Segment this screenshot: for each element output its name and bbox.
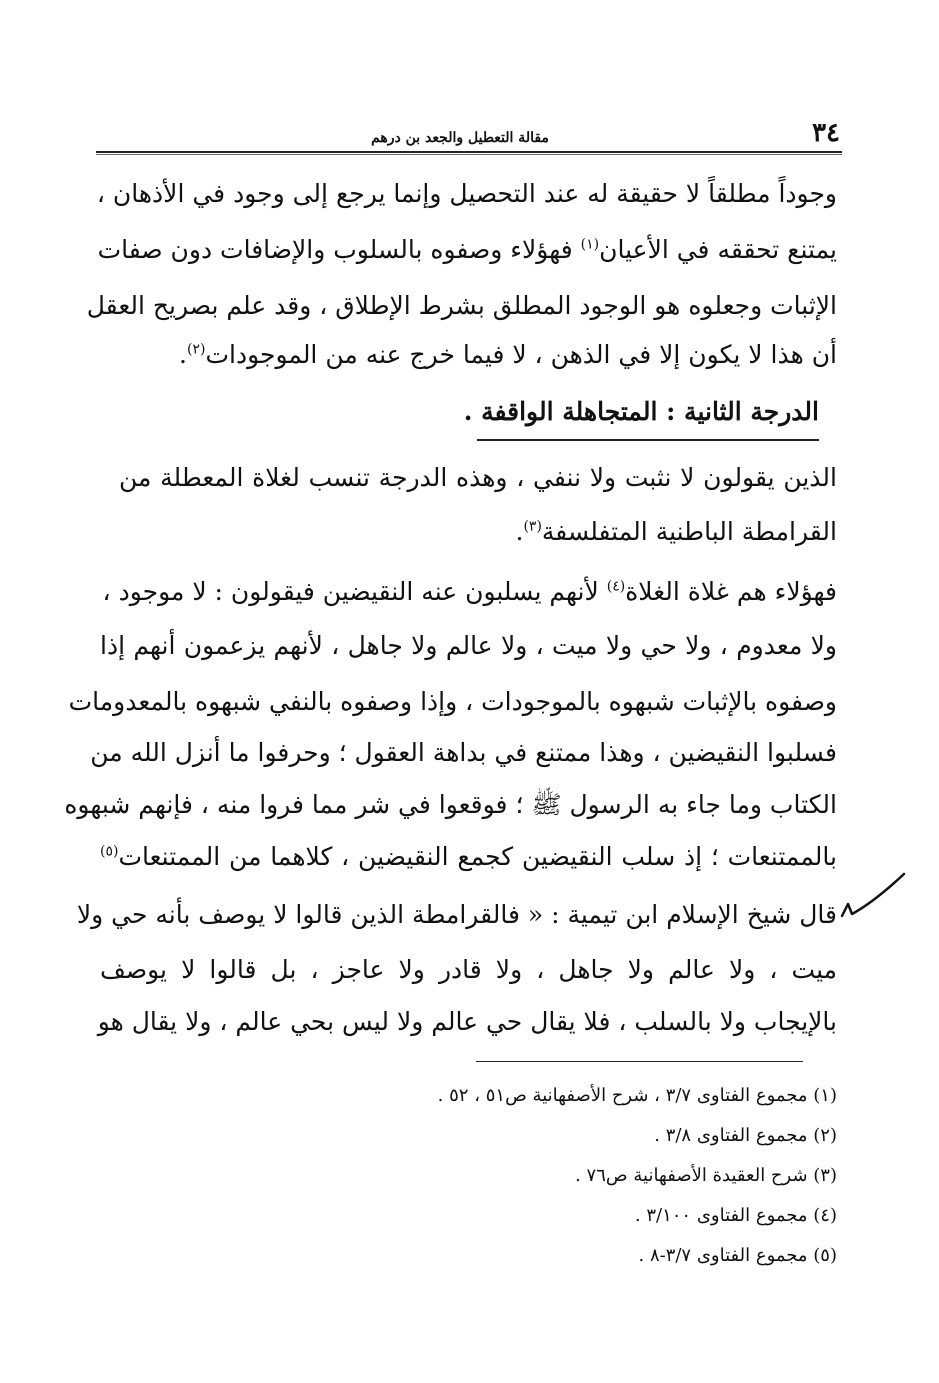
section-heading: الدرجة الثانية : المتجاهلة الواقفة .: [463, 397, 819, 426]
p1-line-1: وجوداً مطلقاً لا حقيقة له عند التحصيل وإنما يرجع إلى وجود في الأذهان ،: [96, 179, 837, 208]
text-run: .: [179, 340, 187, 369]
p1-line-2: [97, 232, 837, 268]
footnote-4: (٤) مجموع الفتاوى ٣/١٠٠ .: [634, 1205, 837, 1226]
text-run: أن هذا لا يكون إلا في الذهن ، لا فيما خرج عنه من الموجودات: [205, 340, 837, 369]
footnote-ref-2: (٢): [187, 341, 206, 358]
running-title: مقالة التعطيل والجعد بن درهم: [371, 130, 549, 146]
p3-line-5: الكتاب وما جاء به الرسول ﷺ ؛ فوقعوا في شر مما فروا منه ، فإنهم شبهوه: [64, 790, 837, 819]
p4-line-3: بالإيجاب ولا بالسلب ، فلا يقال حي عالم ولا ليس بحي عالم ، ولا يقال هو: [97, 1007, 837, 1036]
p3-line-1: [102, 574, 837, 610]
footnote-separator: [476, 1061, 803, 1062]
text-run: .: [515, 517, 524, 546]
p1-line-4: [100, 337, 837, 373]
text-run: فهؤلاء وصفوه بالسلوب والإضافات دون صفات: [97, 235, 581, 264]
p1-line-3: الإثبات وجعلوه هو الوجود المطلق بشرط الإطلاق ، وقد علم بصريح العقل: [86, 291, 837, 320]
header-rule: [96, 151, 842, 155]
check-mark-icon: [838, 868, 908, 928]
p4-line-2: ميت ، ولا عالم ولا جاهل ، ولا قادر ولا عاجز ، بل قالوا لا يوصف: [100, 955, 838, 984]
p3-line-4: فسلبوا النقيضين ، وهذا ممتنع في بداهة العقول ؛ وحرفوا ما أنزل الله من: [90, 738, 837, 767]
heading-underline: [477, 439, 819, 441]
p4-line-1: قال شيخ الإسلام ابن تيمية : « فالقرامطة الذين قالوا لا يوصف بأنه حي ولا: [76, 900, 837, 929]
footnote-ref-5: (٥): [100, 843, 119, 860]
p3-line-6: [100, 839, 837, 875]
footnote-2: (٢) مجموع الفتاوى ٣/٨ .: [654, 1125, 837, 1146]
p2-line-1: الذين يقولون لا نثبت ولا ننفي ، وهذه الدرجة تنسب لغلاة المعطلة من: [119, 463, 837, 492]
page-number: ٣٤: [812, 118, 840, 148]
footnote-1: (١) مجموع الفتاوى ٣/٧ ، شرح الأصفهانية ص٥١ ، ٥٢ .: [437, 1085, 837, 1106]
footnote-ref-4: (٤): [606, 578, 626, 595]
text-run: لأنهم يسلبون عنه النقيضين فيقولون : لا موجود ،: [102, 577, 607, 606]
text-run: فهؤلاء هم غلاة الغلاة: [625, 577, 837, 606]
p3-line-2: ولا معدوم ، ولا حي ولا ميت ، ولا عالم ولا جاهل ، لأنهم يزعمون أنهم إذا: [100, 631, 837, 660]
text-run: بالممتنعات ؛ إذ سلب النقيضين كجمع النقيضين ، كلاهما من الممتنعات: [118, 842, 837, 871]
footnote-ref-1: (١): [580, 236, 600, 253]
footnote-ref-3: (٣): [523, 518, 542, 535]
p3-line-3: وصفوه بالإثبات شبهوه بالموجودات ، وإذا وصفوه بالنفي شبهوه بالمعدومات: [68, 687, 837, 716]
text-run: يمتنع تحققه في الأعيان: [599, 235, 837, 264]
footnote-3: (٣) شرح العقيدة الأصفهانية ص٧٦ .: [575, 1165, 837, 1186]
p2-line-2: [100, 514, 837, 550]
text-run: القرامطة الباطنية المتفلسفة: [541, 517, 837, 546]
footnote-5: (٥) مجموع الفتاوى ٣/٧-٨ .: [638, 1245, 837, 1266]
